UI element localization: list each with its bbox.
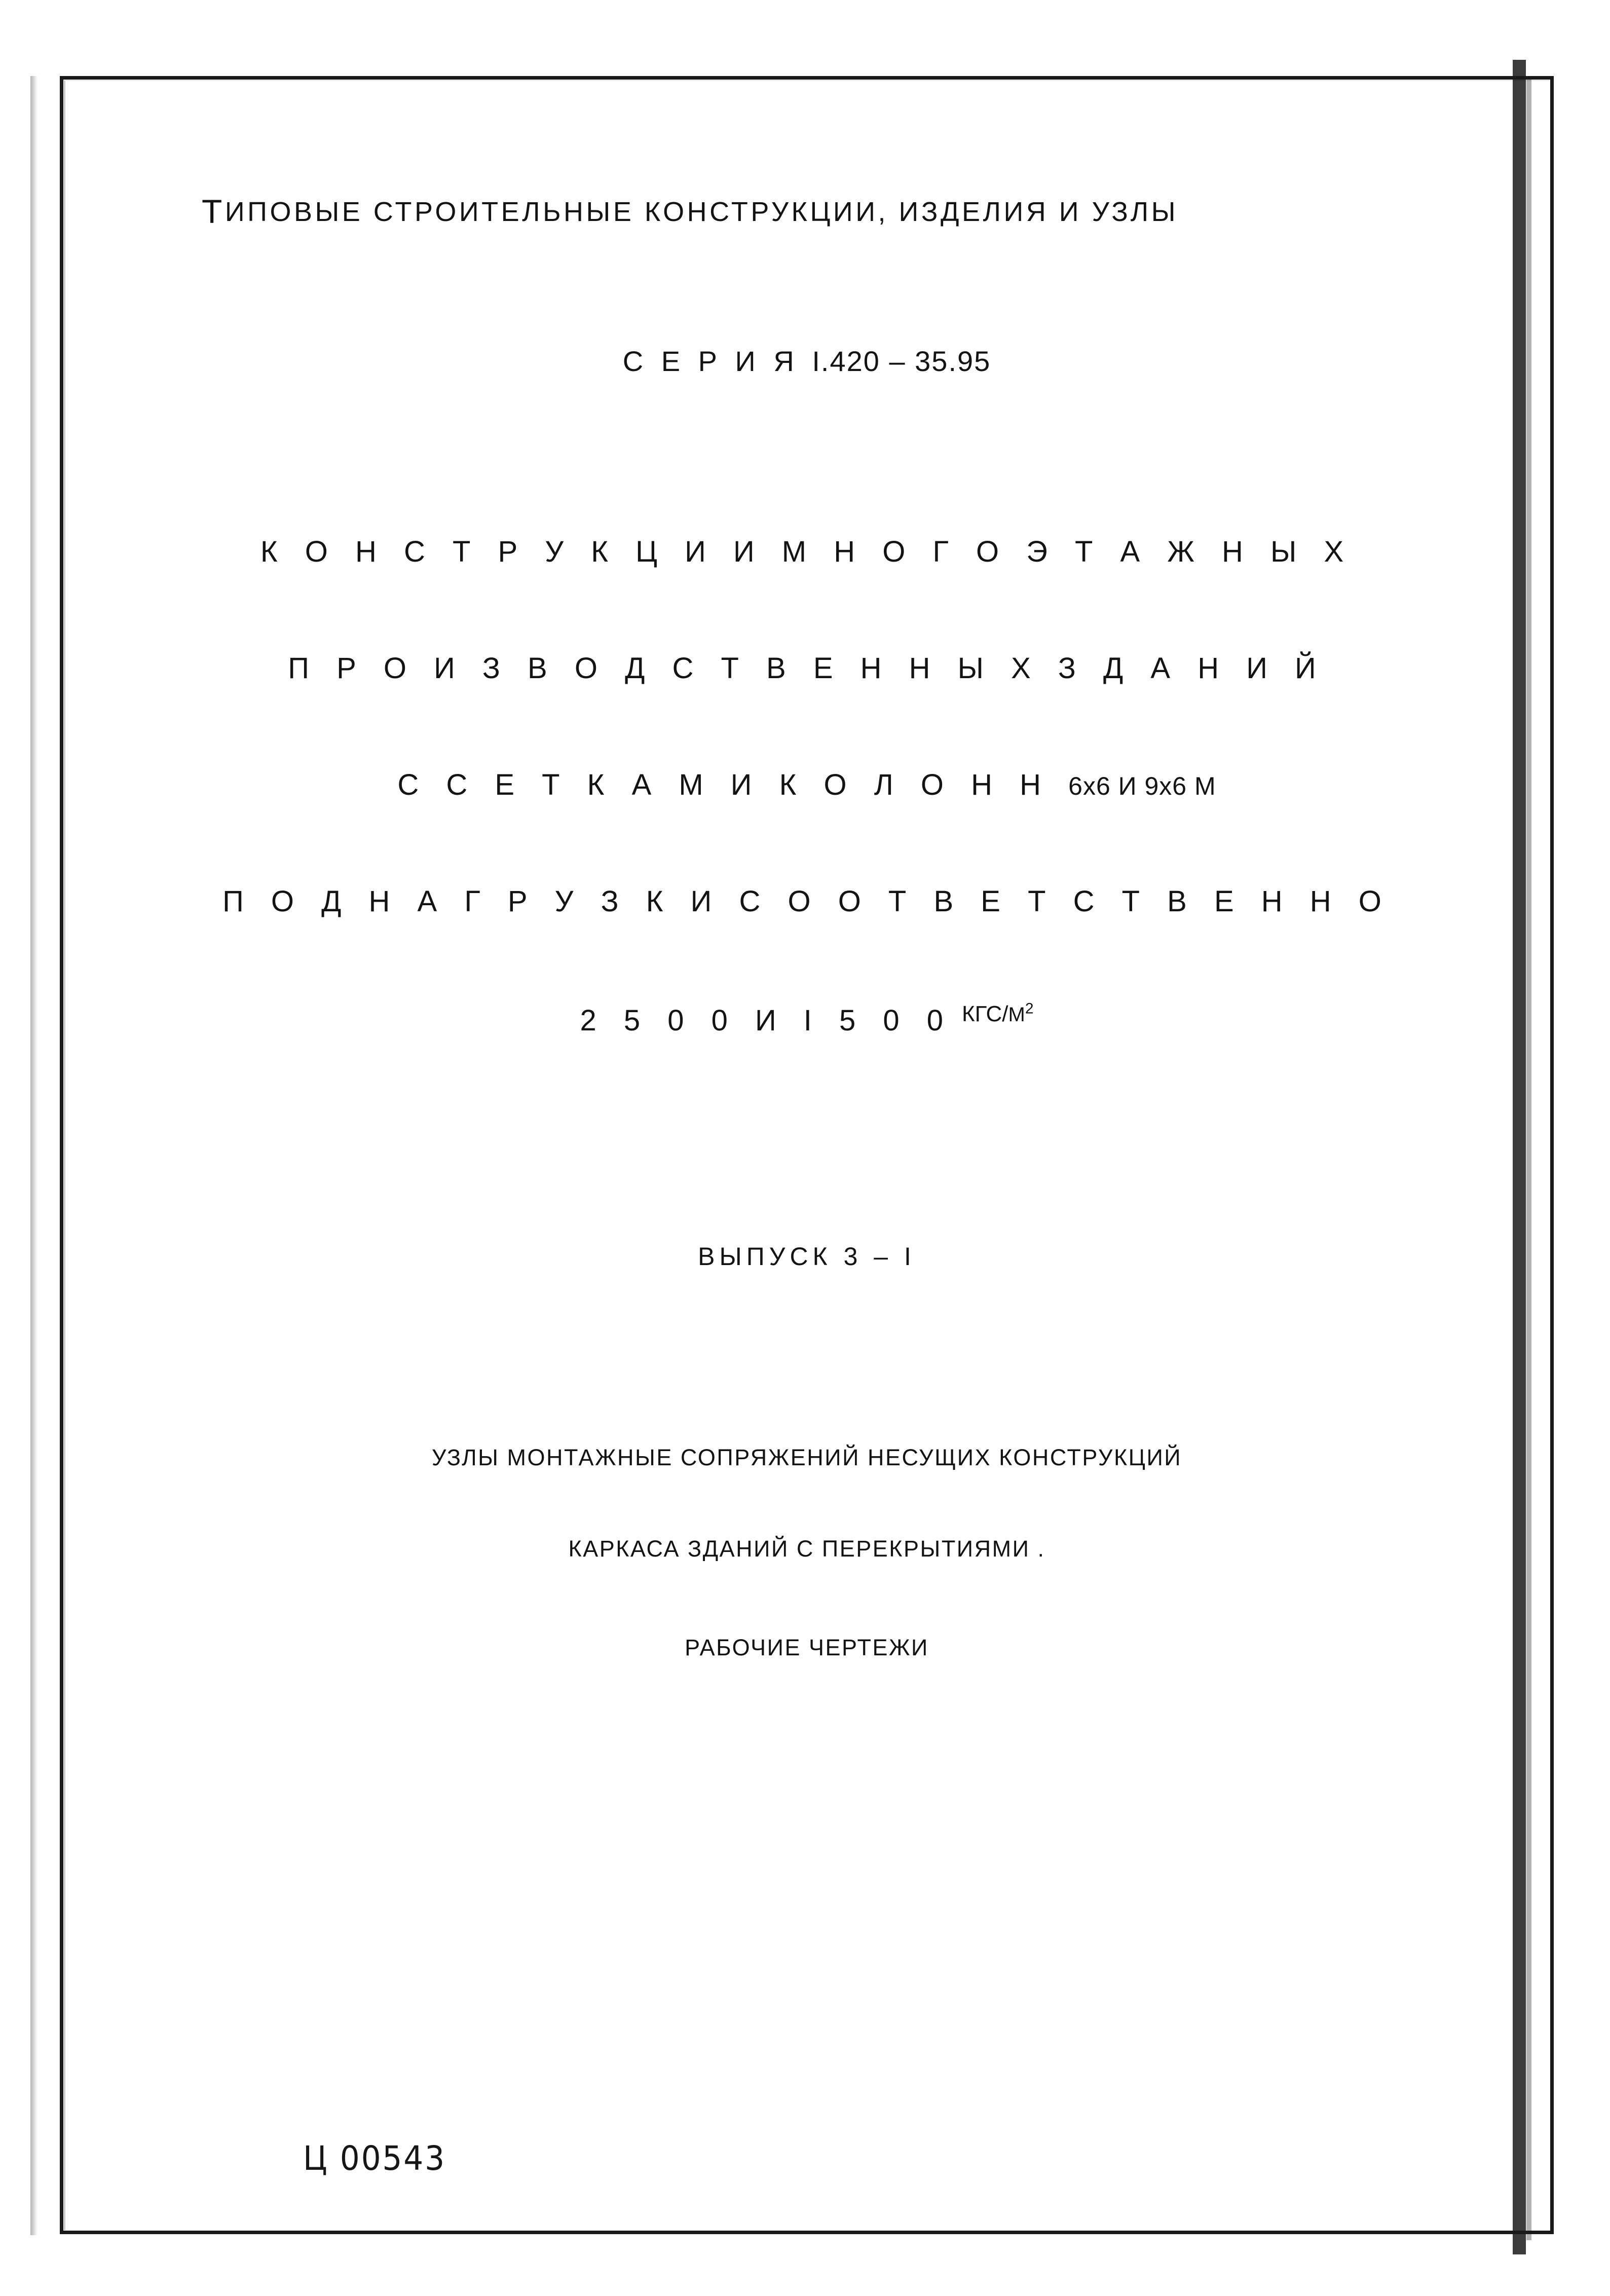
series-number: I.420 – 35.95 <box>812 345 991 377</box>
document-header <box>202 190 1418 229</box>
title-line-1: К О Н С Т Р У К Ц И И М Н О Г О Э Т А Ж Н Ы Х <box>260 535 1354 568</box>
scan-left-margin <box>0 0 29 2296</box>
load-units <box>962 1002 1034 1026</box>
scan-left-smudge <box>30 76 38 2235</box>
load-units-slash: / <box>1002 1002 1008 1026</box>
load-units-denominator: М <box>1008 1004 1025 1026</box>
title-line-2: П Р О И З В О Д С Т В Е Н Н Ы Х З Д А Н И Й <box>288 652 1326 685</box>
load-units-exponent: 2 <box>1025 1000 1034 1017</box>
subtitle-line-1: УЗЛЫ МОНТАЖНЫЕ СОПРЯЖЕНИЙ НЕСУЩИХ КОНСТРУКЦИЙ <box>431 1445 1182 1470</box>
title-line-3-text: С С Е Т К А М И К О Л О Н Н <box>397 768 1051 801</box>
title-line-4: П О Д Н А Г Р У З К И С О О Т В Е Т С Т В Е Н Н О <box>222 885 1391 918</box>
series-label: С Е Р И Я <box>622 345 799 377</box>
header-drop-cap: Т <box>202 193 225 230</box>
scan-right-margin <box>1580 0 1610 2296</box>
subtitle-line-3: РАБОЧИЕ ЧЕРТЕЖИ <box>685 1635 929 1660</box>
issue-line: ВЫПУСК 3 – I <box>698 1242 916 1271</box>
load-units-numerator: КГС <box>962 1002 1002 1026</box>
subtitle-line-2: КАРКАСА ЗДАНИЙ С ПЕРЕКРЫТИЯМИ . <box>568 1536 1045 1562</box>
document-content <box>60 76 1554 2234</box>
load-value: 2 5 0 0 И I 5 0 0 <box>580 1004 953 1037</box>
series-line <box>60 345 1554 378</box>
title-line-3 <box>60 768 1554 802</box>
header-text: ИПОВЫЕ СТРОИТЕЛЬНЫЕ КОНСТРУКЦИИ, ИЗДЕЛИЯ И УЗЛЫ <box>224 197 1178 227</box>
title-line-5 <box>60 1000 1554 1038</box>
archive-stamp: Ц 00543 <box>303 2139 446 2178</box>
grid-spec: 6х6 И 9х6 М <box>1068 772 1216 800</box>
